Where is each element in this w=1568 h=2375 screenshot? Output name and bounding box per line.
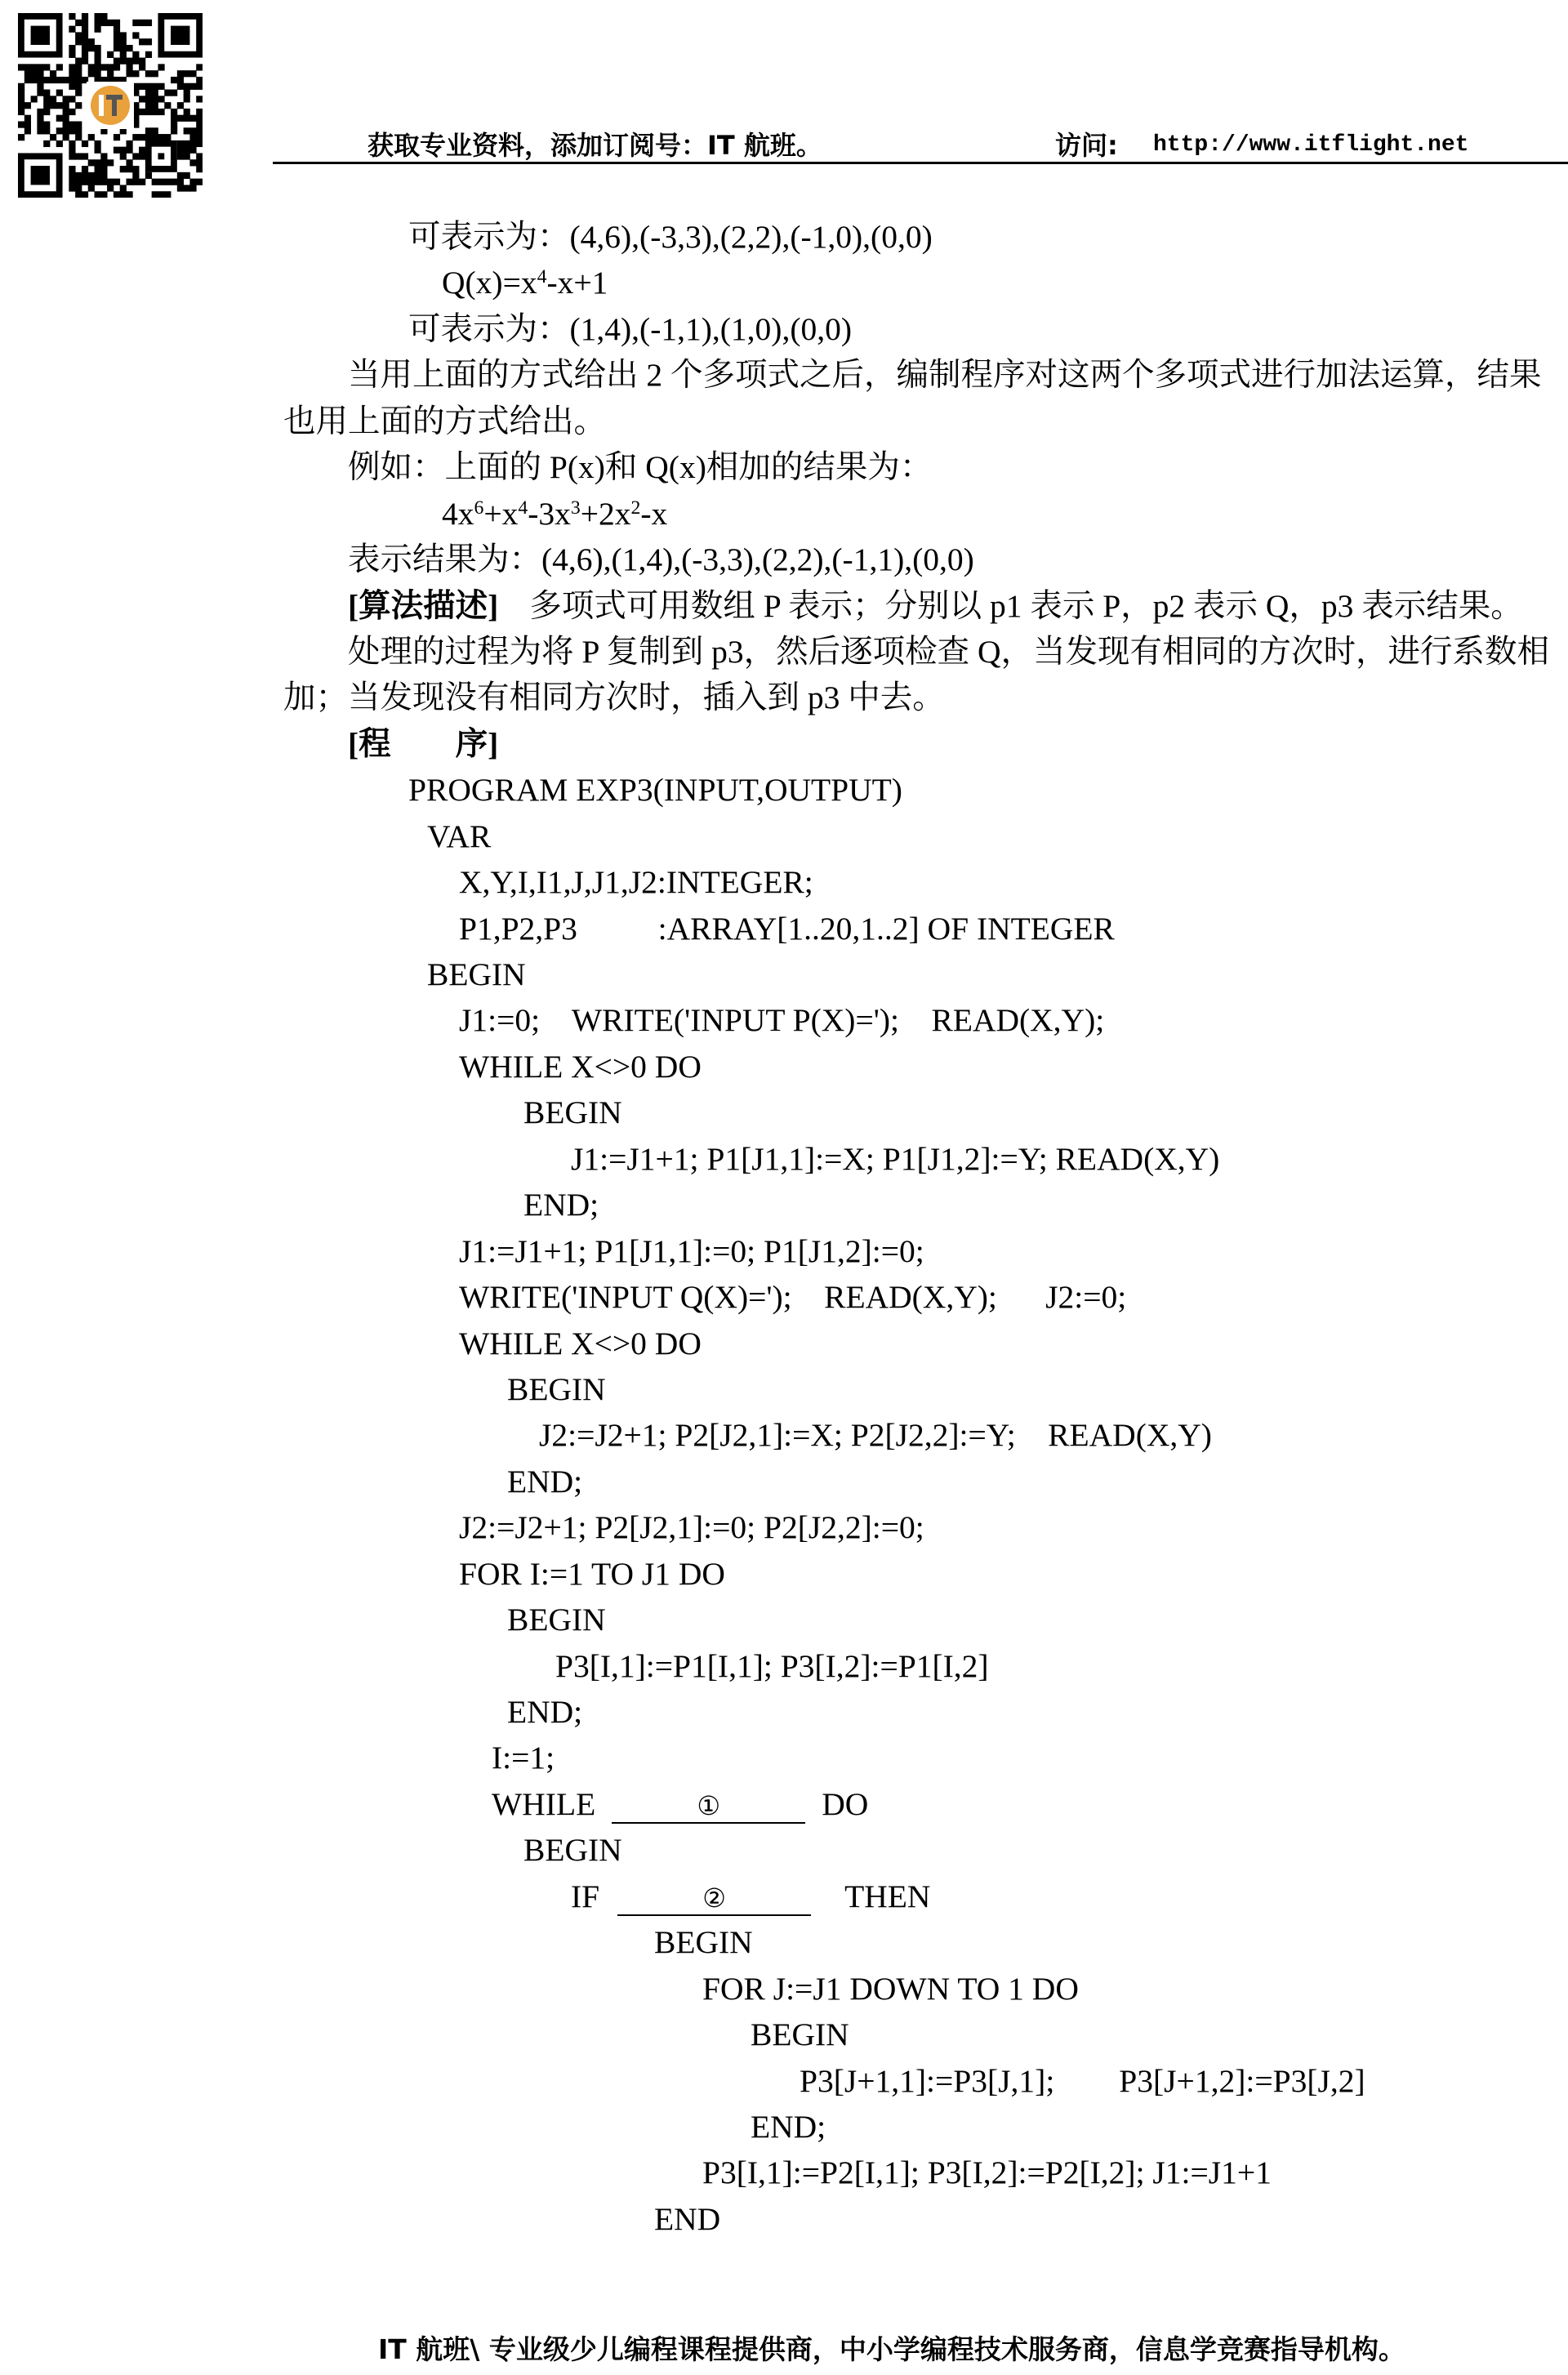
code-line: BEGIN bbox=[427, 956, 526, 992]
code-line: BEGIN bbox=[654, 1924, 753, 1961]
fill-in-blank-1 bbox=[612, 1788, 805, 1824]
code-line: WHILE X<>0 DO bbox=[459, 1325, 702, 1361]
code-line-blank-2 bbox=[0, 1874, 1568, 1919]
code-line: P3[I,1]:=P1[I,1]; P3[I,2]:=P1[I,2] bbox=[555, 1647, 989, 1684]
keyword-while: WHILE bbox=[492, 1785, 596, 1822]
poly-exponent: 4 bbox=[518, 497, 528, 519]
task-description-line: 也用上面的方式给出。 bbox=[283, 403, 606, 439]
qr-logo-icon bbox=[87, 82, 134, 129]
visit-label: 访问: bbox=[1055, 130, 1118, 161]
code-line: BEGIN bbox=[523, 1832, 622, 1869]
blank-marker-2: ② bbox=[702, 1882, 726, 1914]
poly-term: 4x bbox=[442, 495, 474, 532]
q-polynomial bbox=[0, 260, 1568, 305]
code-line: P3[I,1]:=P2[I,1]; P3[I,2]:=P2[I,2]; J1:=J1+1 bbox=[702, 2154, 1272, 2191]
code-line: FOR I:=1 TO J1 DO bbox=[459, 1555, 725, 1592]
poly-term: +x bbox=[483, 495, 519, 532]
code-line: P1,P2,P3 :ARRAY[1..20,1..2] OF INTEGER bbox=[459, 910, 1115, 947]
sum-polynomial bbox=[0, 491, 1568, 537]
code-line: BEGIN bbox=[507, 1602, 606, 1638]
process-description-line: 加；当发现没有相同方次时，插入到 p3 中去。 bbox=[283, 680, 945, 716]
code-line: PROGRAM EXP3(INPUT,OUTPUT) bbox=[408, 772, 902, 809]
code-line: BEGIN bbox=[507, 1370, 606, 1407]
algorithm-text: 多项式可用数组 P 表示；分别以 p1 表示 P，p2 表示 Q，p3 表示结果。 bbox=[529, 587, 1523, 624]
code-line: BEGIN bbox=[523, 1094, 622, 1131]
poly-exponent: 2 bbox=[630, 497, 641, 519]
code-line: WHILE X<>0 DO bbox=[459, 1048, 702, 1085]
code-line: X,Y,I,I1,J,J1,J2:INTEGER; bbox=[459, 864, 813, 901]
page-body bbox=[0, 214, 1568, 2242]
fill-in-blank-2 bbox=[617, 1880, 811, 1916]
code-line: P3[J+1,1]:=P3[J,1]; P3[J+1,2]:=P3[J,2] bbox=[800, 2062, 1365, 2099]
poly-term: +2x bbox=[580, 495, 631, 532]
poly-exponent: 6 bbox=[474, 497, 484, 519]
process-description-line: 处理的过程为将 P 复制到 p3，然后逐项检查 Q，当发现有相同的方次时，进行系数相 bbox=[348, 633, 1550, 670]
keyword-if: IF bbox=[571, 1878, 600, 1914]
code-line: END; bbox=[507, 1694, 583, 1730]
q-representation: 可表示为：(1,4),(-1,1),(1,0),(0,0) bbox=[408, 310, 853, 347]
site-url: http://www.itflight.net bbox=[1153, 132, 1469, 158]
code-line: J1:=0; WRITE('INPUT P(X)='); READ(X,Y); bbox=[459, 1002, 1105, 1039]
code-line: FOR J:=J1 DOWN TO 1 DO bbox=[702, 1970, 1079, 2007]
code-line: END; bbox=[523, 1187, 599, 1223]
code-line-blank-1 bbox=[0, 1781, 1568, 1827]
poly-term: -x bbox=[640, 495, 668, 532]
code-line: END bbox=[654, 2200, 721, 2237]
poly-term: -3x bbox=[528, 495, 571, 532]
p-representation: 可表示为：(4,6),(-3,3),(2,2),(-1,0),(0,0) bbox=[408, 219, 933, 255]
code-line: J1:=J1+1; P1[J1,1]:=0; P1[J1,2]:=0; bbox=[459, 1232, 924, 1269]
header-slogan: 获取专业资料，添加订阅号：IT 航班。 bbox=[368, 130, 822, 161]
sum-representation: 表示结果为：(4,6),(1,4),(-3,3),(2,2),(-1,1),(0,0) bbox=[348, 541, 974, 578]
code-line: END; bbox=[507, 1463, 583, 1499]
keyword-then: THEN bbox=[844, 1878, 931, 1914]
qr-code bbox=[18, 13, 203, 198]
footer-tagline: IT 航班\ 专业级少儿编程课程提供商，中小学编程技术服务商，信息学竞赛指导机构。 bbox=[378, 2333, 1405, 2365]
poly-exponent: 3 bbox=[570, 497, 581, 519]
code-line: J1:=J1+1; P1[J1,1]:=X; P1[J1,2]:=Y; READ(X,Y) bbox=[571, 1140, 1220, 1177]
poly-term: -x+1 bbox=[546, 265, 608, 301]
header-rule bbox=[273, 162, 1568, 164]
code-line: WRITE('INPUT Q(X)='); READ(X,Y); J2:=0; bbox=[459, 1279, 1127, 1316]
code-line: BEGIN bbox=[751, 2016, 849, 2053]
code-line: VAR bbox=[427, 818, 492, 854]
blank-marker-1: ① bbox=[697, 1789, 721, 1821]
algorithm-label: [算法描述] bbox=[348, 587, 499, 624]
keyword-do: DO bbox=[822, 1785, 869, 1822]
code-line: J2:=J2+1; P2[J2,1]:=0; P2[J2,2]:=0; bbox=[459, 1509, 924, 1546]
code-line: END; bbox=[751, 2108, 826, 2145]
algorithm-description bbox=[0, 583, 1568, 629]
poly-term: Q(x)=x bbox=[442, 265, 537, 301]
program-heading: [程 序] bbox=[348, 725, 499, 762]
code-line: I:=1; bbox=[492, 1740, 555, 1776]
code-line: J2:=J2+1; P2[J2,1]:=X; P2[J2,2]:=Y; READ(X,Y) bbox=[539, 1417, 1212, 1454]
poly-exponent: 4 bbox=[537, 266, 547, 288]
example-intro: 例如：上面的 P(x)和 Q(x)相加的结果为： bbox=[348, 449, 933, 486]
task-description-line: 当用上面的方式给出 2 个多项式之后，编制程序对这两个多项式进行加法运算，结果 bbox=[348, 357, 1542, 394]
